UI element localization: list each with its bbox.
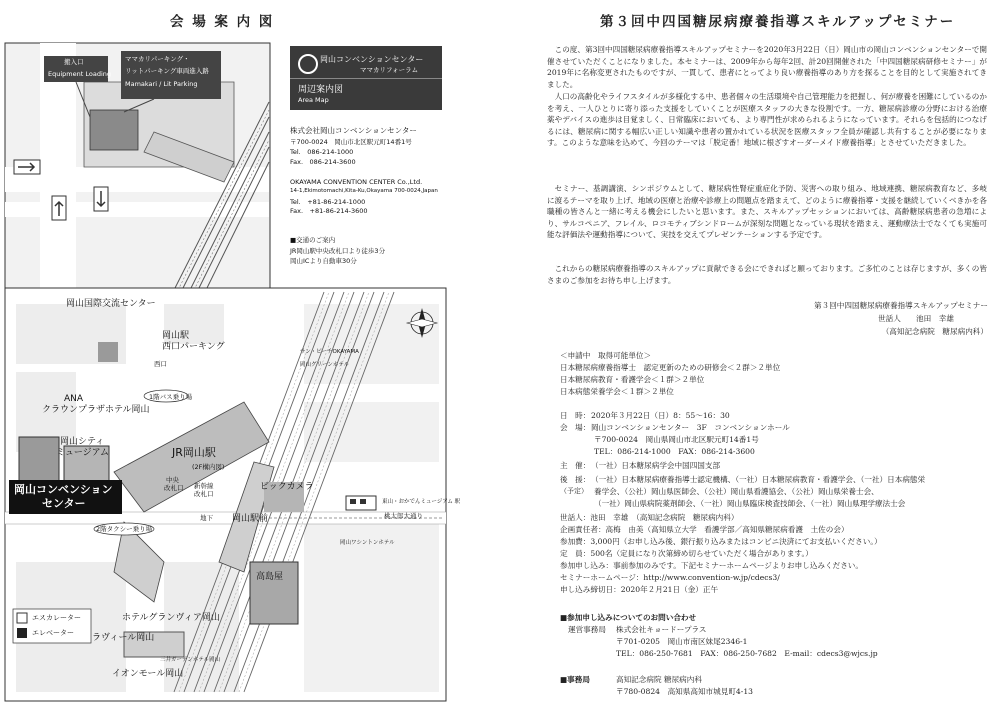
access-line-2: 岡山ICより自動車30分 bbox=[290, 257, 357, 265]
date-value: 2020年３月22日（日）8：55～16：30 bbox=[591, 411, 730, 420]
credit-heading: ＜申請中 取得可能単位＞ bbox=[560, 351, 652, 360]
secretariat-heading: ■事務局 bbox=[560, 675, 590, 684]
venue-row bbox=[560, 422, 790, 434]
map-page-title: 会 場 案 内 図 bbox=[170, 14, 275, 30]
legend-escalator-label: エスカレーター bbox=[32, 614, 81, 622]
company-tel: Tel. 086-214-1000 bbox=[290, 148, 354, 156]
jr-station-label: JR岡山駅 bbox=[172, 446, 216, 459]
support-row bbox=[560, 474, 925, 486]
venue-key: 会 場： bbox=[560, 423, 591, 432]
capacity-row: 定 員：500名（定員になり次第締め切らせていただく場合があります。） bbox=[560, 549, 813, 558]
access-line-1: JR岡山駅中央改札口より徒歩3分 bbox=[290, 247, 386, 255]
washington-hotel-label: 岡山ワシントンホテル bbox=[340, 540, 395, 546]
access-title: ■交通のご案内 bbox=[290, 236, 336, 244]
office-phone: TEL：086-250-7681 FAX：086-250-7682 E-mail：cdecs3@wjcs.jp bbox=[616, 649, 878, 658]
inset-parking-label-2: リットパーキング車両進入路 bbox=[125, 67, 209, 75]
credit-line-1: 日本糖尿病療養指導士 認定更新のための研修会＜２群＞２単位 bbox=[560, 363, 781, 372]
office-key: 運営事務局 bbox=[568, 625, 606, 634]
support-key: 後 援： bbox=[560, 475, 591, 484]
date-row bbox=[560, 410, 730, 422]
central-gate-label-2: 改札口 bbox=[164, 484, 184, 492]
host-row bbox=[560, 460, 720, 472]
office-address: 〒701-0205 岡山市南区妹尾2346-1 bbox=[616, 637, 748, 646]
area-map-divider bbox=[290, 78, 442, 79]
legend-elevator-label: エレベーター bbox=[32, 629, 74, 637]
office-row bbox=[568, 624, 707, 636]
office-value: 株式会社キョードープラス bbox=[616, 625, 707, 634]
tram-label: 東山・おかでんミュージアム 駅 bbox=[382, 499, 461, 505]
intro-paragraph-1: この度、第3回中四国糖尿病療養指導スキルアップセミナーを2020年3月22日（日）岡山市の岡山コンベンションセンターで開催させていただくことになりました。本セミナーは、2009年から毎年2回、計20回開催された「中四国糖尿病研修セミナー」が2019年に名称変更されたものですが、一貫して、患者にとってより良い療養指導のあり方を探ることを目的として実施されてきました。 bbox=[547, 45, 987, 89]
shinkansen-gate-label-2: 改札口 bbox=[194, 490, 214, 498]
intro-paragraph-3: セミナー、基調講演、シンポジウムとして、糖尿病性腎症重症化予防、災害への取り組み、地域連携、糖尿病教育など、多岐に渡るテーマを取り上げ、地域の医療と治療や診療上の問題点を踏まえて、どのように療養指導・支援を継続していくべきかを各職種の皆さんと一緒に考える機会にしたいと思います。また、スキルアップセッションにおいては、高齢糖尿病患者の急増により、サルコペニア、フレイル、ロコモティブシンドロームが深刻な問題となっている現状を踏まえ、運動療法士でなくても実施可能な評価法や運動指導について、実技を交えてプレゼンテーションする予定です。 bbox=[547, 184, 987, 240]
green-hotel-label: 岡山グリーンホテル bbox=[300, 362, 350, 368]
support-line-2: 養学会、（公社）岡山県医師会、（公社）岡山県看護協会、（公社）岡山県栄養士会、 bbox=[594, 487, 879, 496]
planner-row: 企画責任者：高梅 由美（高知県立大学 看護学部／高知県糖尿病看護 土佐の会） bbox=[560, 525, 849, 534]
city-museum-label-1: 岡山シティ bbox=[60, 437, 105, 447]
venue-label-1: 岡山コンベンション bbox=[14, 483, 113, 496]
credit-line-2: 日本糖尿病教育・看護学会＜１群＞２単位 bbox=[560, 375, 705, 384]
west-parking-label-1: 岡山駅 bbox=[162, 331, 190, 341]
secretariat-org: 高知記念病院 糖尿病内科 bbox=[616, 675, 702, 684]
company-en-address: 14-1,Ekimotomachi,Kita-Ku,Okayama 700-0024,Japan bbox=[290, 188, 438, 194]
bic-camera-label: ビックカメラ bbox=[260, 482, 314, 492]
intro-paragraph-4: これからの糖尿病療養指導のスキルアップに貢献できる会にできればと願っております。ご多忙のことは存じますが、多くの皆さまのご参加をお待ち申し上げます。 bbox=[547, 264, 987, 285]
sun-pia-label: サン・ピーチOKAYAMA bbox=[300, 349, 359, 355]
city-museum-label-2: ミュージアム bbox=[56, 448, 110, 458]
logo-sub: ママカリフォーラム bbox=[360, 66, 419, 74]
logo-icon bbox=[298, 54, 318, 74]
homepage-link[interactable]: セミナーホームページ：http://www.convention-w.jp/cdecs3/ bbox=[560, 573, 780, 582]
takashimaya-label: 高島屋 bbox=[256, 572, 284, 582]
support-line-1: （一社）日本糖尿病療養指導士認定機構、（一社）日本糖尿病教育・看護学会、（一社）日本病態栄 bbox=[591, 475, 926, 484]
secretariat-address: 〒780-0824 高知県高知市城見町4-13 bbox=[616, 687, 753, 696]
west-gate-label: 西口 bbox=[154, 360, 167, 368]
date-key: 日 時： bbox=[560, 411, 591, 420]
credit-line-3: 日本病態栄養学会＜１群＞２単位 bbox=[560, 387, 674, 396]
company-fax: Fax. 086-214-3600 bbox=[290, 158, 356, 166]
support-note: （予定） bbox=[560, 487, 588, 495]
venue-label-2: センター bbox=[42, 497, 86, 510]
venue-address: 〒700-0024 岡山県岡山市北区駅元町14番1号 bbox=[594, 435, 759, 444]
lavire-label: ラヴィール岡山 bbox=[92, 633, 155, 643]
host-key: 主 催： bbox=[560, 461, 591, 470]
inset-parking-label: ママカリパーキング・ bbox=[125, 55, 190, 63]
venue-map bbox=[4, 42, 461, 702]
company-en-name: OKAYAMA CONVENTION CENTER Co.,Ltd. bbox=[290, 178, 423, 186]
seminar-title: 第３回中四国糖尿病療養指導スキルアップセミナー bbox=[600, 14, 956, 30]
inset-parking-en: Mamakari / Lit Parking bbox=[125, 80, 198, 88]
momotaro-street-label: 桃太郎大通り bbox=[384, 512, 423, 520]
ana-label-2: クラウンプラザホテル岡山 bbox=[42, 405, 150, 415]
host-value: （一社）日本糖尿病学会中国四国支部 bbox=[591, 461, 721, 470]
company-en-tel: Tel. +81-86-214-1000 bbox=[290, 198, 366, 206]
organizer-affiliation: （高知記念病院 糖尿病内科） bbox=[881, 327, 988, 336]
inset-entrance-en: Equipment Loading bbox=[48, 70, 111, 78]
logo-block bbox=[290, 46, 442, 110]
ana-label-1: ANA bbox=[64, 394, 84, 404]
floor2-label: (2F構内図) bbox=[192, 463, 225, 471]
taxi-stop-label: 2階タクシー乗り場 bbox=[96, 525, 153, 533]
kokusai-center-label: 岡山国際交流センター bbox=[66, 299, 156, 309]
company-address: 〒700-0024 岡山市北区駅元町14番1号 bbox=[290, 138, 412, 146]
bus-stop-label: 1階バス乗り場 bbox=[149, 393, 193, 401]
company-en-fax: Fax. +81-86-214-3600 bbox=[290, 207, 368, 215]
sewanin-row: 世話人：池田 幸雄 （高知記念病院 糖尿病内科） bbox=[560, 513, 739, 522]
company-name: 株式会社岡山コンベンションセンター bbox=[290, 126, 417, 135]
shinkansen-gate-label-1: 新幹線 bbox=[194, 482, 214, 490]
support-line-3: （一社）岡山県病院薬剤師会、（一社）岡山県臨床検査技師会、（一社）岡山県理学療法士会 bbox=[594, 499, 906, 508]
venue-value: 岡山コンベンションセンター 3F コンベンションホール bbox=[591, 423, 790, 432]
central-gate-label-1: 中央 bbox=[166, 476, 179, 484]
venue-phone: TEL：086-214-1000 FAX：086-214-3600 bbox=[594, 447, 755, 456]
apply-row: 参加申し込み：事前参加のみです。下記セミナーホームページよりお申し込みください。 bbox=[560, 561, 863, 570]
aeon-mall-label: イオンモール岡山 bbox=[112, 669, 184, 679]
logo-name: 岡山コンベンションセンター bbox=[320, 55, 424, 64]
west-parking-label-2: 西口パーキング bbox=[162, 342, 225, 352]
ekimae-label: 岡山駅前 bbox=[232, 514, 269, 524]
intro-paragraph-2: 人口の高齢化やライフスタイルが多様化する中、患者個々の生活環境や自己管理能力を把握し、何が療養を困難にしているのかを考え、一人ひとりに寄り添った支援をしていくことが医療スタッフの大きな役割です。一方、糖尿病診療の分野における治療薬やデバイスの進歩は目覚ましく、日常臨床においても、より専門性が求められるようになっています。それらを包括的につなげるには、糖尿病に関する幅広い正しい知識や患者の置かれている状況を医療スタッフ全員が確認し共有することが必要になります。このような意味を込めて、今回のテーマは「脱定番！地域に根ざすオーダーメイド療養指導」とさせていただきました。 bbox=[547, 92, 987, 148]
mitsui-garden-label: 三井ガーデンホテル岡山 bbox=[160, 657, 221, 663]
fee-row: 参加費：3,000円（お申し込み後、銀行振り込みまたはコンビニ決済にてお支払いください。） bbox=[560, 537, 882, 546]
inset-entrance-label: 搬入口 bbox=[64, 58, 84, 66]
organizer-line: 第３回中四国糖尿病療養指導スキルアップセミナー bbox=[814, 301, 988, 310]
deadline-row: 申し込み締切日：2020年２月21日（金）正午 bbox=[560, 585, 719, 594]
contact-heading: ■参加申し込みについてのお問い合わせ bbox=[560, 613, 697, 622]
area-map-title: 周辺案内図 bbox=[298, 85, 344, 95]
granvia-label: ホテルグランヴィア岡山 bbox=[122, 613, 220, 623]
underground-label: 地下 bbox=[200, 514, 213, 522]
organizer-role: 世話人 池田 幸雄 bbox=[878, 314, 954, 323]
area-map-sub: Area Map bbox=[298, 96, 329, 104]
